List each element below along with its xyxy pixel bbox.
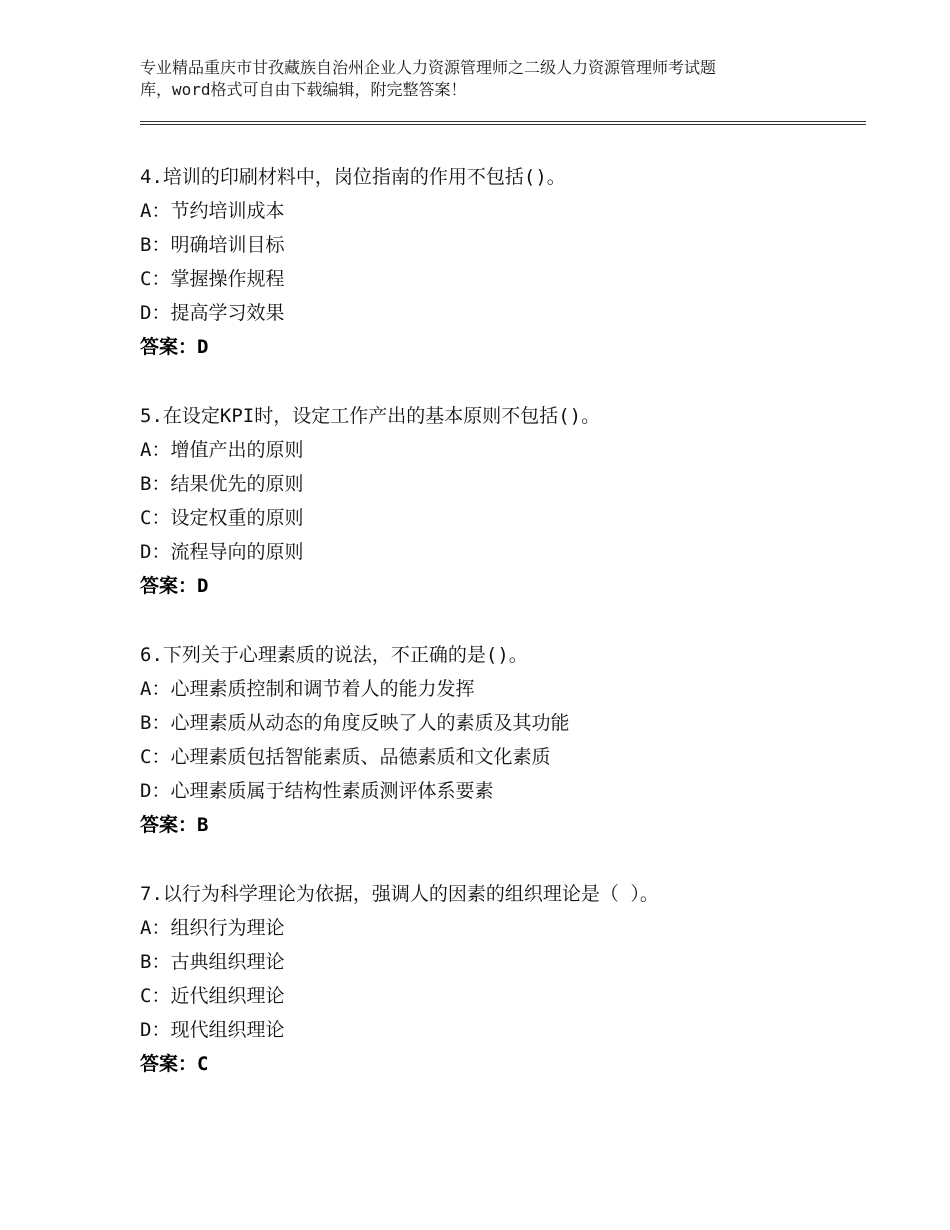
header-title-line-1: 专业精品重庆市甘孜藏族自治州企业人力资源管理师之二级人力资源管理师考试题: [140, 58, 717, 77]
answer-value: B: [197, 814, 209, 836]
option-b: B：明确培训目标: [140, 234, 285, 256]
answer-line: [140, 330, 860, 364]
question-6: [140, 638, 860, 842]
answer-label: 答案：: [140, 575, 198, 597]
option-a: A：组织行为理论: [140, 917, 285, 939]
question-stem: 7.以行为科学理论为依据，强调人的因素的组织理论是（ ）。: [140, 883, 659, 905]
option-d: D：提高学习效果: [140, 302, 285, 324]
answer-line: [140, 808, 860, 842]
answer-value: D: [197, 575, 209, 597]
question-stem: 5.在设定KPI时，设定工作产出的基本原则不包括()。: [140, 405, 601, 427]
question-stem: 4.培训的印刷材料中，岗位指南的作用不包括()。: [140, 166, 566, 188]
answer-label: 答案：: [140, 814, 198, 836]
question-5: [140, 399, 860, 603]
option-c: C：心理素质包括智能素质、品德素质和文化素质: [140, 746, 551, 768]
option-a: A：增值产出的原则: [140, 439, 304, 461]
option-b: B：结果优先的原则: [140, 473, 304, 495]
option-d: D：现代组织理论: [140, 1019, 285, 1041]
question-7: [140, 877, 860, 1081]
answer-value: D: [197, 336, 209, 358]
document-header: [140, 57, 840, 101]
header-divider-bottom: [140, 124, 866, 125]
option-b: B：心理素质从动态的角度反映了人的素质及其功能: [140, 712, 570, 734]
header-divider-top: [140, 121, 866, 122]
option-c: C：近代组织理论: [140, 985, 285, 1007]
answer-label: 答案：: [140, 336, 198, 358]
header-title-line-2: 库，word格式可自由下载编辑，附完整答案！: [140, 80, 467, 99]
option-c: C：掌握操作规程: [140, 268, 285, 290]
option-a: A：节约培训成本: [140, 200, 285, 222]
question-4: [140, 160, 860, 364]
option-d: D：流程导向的原则: [140, 541, 304, 563]
option-c: C：设定权重的原则: [140, 507, 304, 529]
question-stem: 6.下列关于心理素质的说法，不正确的是()。: [140, 644, 528, 666]
answer-label: 答案：: [140, 1053, 198, 1075]
option-b: B：古典组织理论: [140, 951, 285, 973]
answer-line: [140, 569, 860, 603]
option-a: A：心理素质控制和调节着人的能力发挥: [140, 678, 475, 700]
answer-line: [140, 1047, 860, 1081]
answer-value: C: [197, 1053, 209, 1075]
option-d: D：心理素质属于结构性素质测评体系要素: [140, 780, 494, 802]
